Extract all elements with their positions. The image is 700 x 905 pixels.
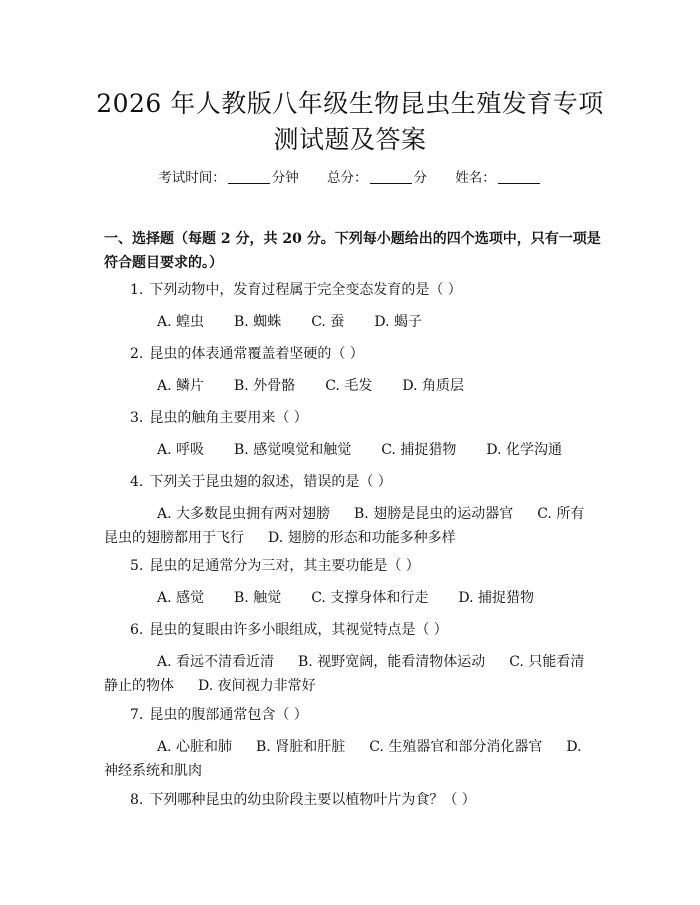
option-c: C. 生殖器官和部分消化器官: [369, 739, 543, 755]
option-c: C. 所有昆虫的翅膀都用于飞行: [104, 506, 585, 546]
exam-time-unit: 分钟: [271, 170, 299, 186]
option-d: D. 角质层: [402, 378, 464, 394]
question-3: [130, 408, 600, 428]
question-text: 昆虫的复眼由许多小眼组成，其视觉特点是（ ）: [149, 622, 448, 638]
option-a: A. 大多数昆虫拥有两对翅膀: [157, 506, 331, 522]
option-a: A. 鳞片: [157, 378, 205, 394]
option-b: B. 外骨骼: [234, 378, 296, 394]
question-6-options: [104, 650, 594, 698]
option-c: C. 支撑身体和行走: [311, 590, 429, 606]
question-2: [130, 344, 600, 364]
question-1-options: [157, 312, 422, 332]
question-number: 1.: [130, 282, 144, 298]
question-3-options: [157, 440, 562, 460]
question-number: 6.: [130, 622, 144, 638]
question-2-options: [157, 376, 464, 396]
option-d: D. 化学沟通: [486, 442, 562, 458]
question-number: 8.: [130, 792, 144, 808]
exam-name-label: 姓名：: [455, 170, 496, 186]
exam-title-line2: 测试题及答案: [273, 125, 427, 154]
question-5: [130, 556, 600, 576]
question-number: 2.: [130, 346, 144, 362]
exam-meta: [0, 168, 700, 188]
option-a: A. 看远不清看近清: [157, 654, 275, 670]
exam-time-blank[interactable]: [228, 169, 270, 184]
question-text: 下列关于昆虫翅的叙述，错误的是（ ）: [149, 474, 392, 490]
option-c: C. 捕捉猎物: [381, 442, 457, 458]
option-d: D. 神经系统和肌肉: [104, 739, 582, 779]
exam-name: [455, 168, 542, 188]
option-b: B. 视野宽阔，能看清物体运动: [298, 654, 486, 670]
option-c: C. 只能看清静止的物体: [104, 654, 585, 694]
option-a: A. 呼吸: [157, 442, 205, 458]
option-a: A. 感觉: [157, 590, 205, 606]
question-4: [130, 472, 600, 492]
option-a: A. 蝗虫: [157, 314, 205, 330]
question-text: 昆虫的足通常分为三对，其主要功能是（ ）: [149, 558, 420, 574]
exam-score-label: 总分：: [327, 170, 368, 186]
option-c: C. 蚕: [311, 314, 345, 330]
question-text: 昆虫的触角主要用来（ ）: [149, 410, 308, 426]
option-c: C. 毛发: [325, 378, 373, 394]
exam-title-line1: 2026 年人教版八年级生物昆虫生殖发育专项: [96, 89, 604, 118]
question-4-options: [104, 502, 594, 550]
question-number: 7.: [130, 707, 144, 723]
option-b: B. 肾脏和肝脏: [256, 739, 346, 755]
option-b: B. 蜘蛛: [234, 314, 282, 330]
exam-time: [158, 168, 299, 188]
question-text: 昆虫的腹部通常包含（ ）: [149, 707, 308, 723]
question-7-options: [104, 735, 594, 783]
option-d: D. 捕捉猎物: [458, 590, 534, 606]
question-text: 下列动物中，发育过程属于完全变态发育的是（ ）: [149, 282, 462, 298]
option-b: B. 翅膀是昆虫的运动器官: [354, 506, 514, 522]
option-d: D. 翅膀的形态和功能多种多样: [268, 530, 456, 546]
question-5-options: [157, 588, 534, 608]
exam-time-label: 考试时间：: [158, 170, 226, 186]
question-8: [130, 790, 600, 810]
question-6: [130, 620, 600, 640]
question-text: 下列哪种昆虫的幼虫阶段主要以植物叶片为食？（ ）: [149, 792, 476, 808]
question-number: 4.: [130, 474, 144, 490]
exam-score-blank[interactable]: [370, 169, 412, 184]
exam-name-blank[interactable]: [498, 169, 540, 184]
option-d: D. 蝎子: [374, 314, 422, 330]
question-number: 5.: [130, 558, 144, 574]
question-text: 昆虫的体表通常覆盖着坚硬的（ ）: [149, 346, 364, 362]
question-1: [130, 280, 600, 300]
question-7: [130, 705, 600, 725]
exam-score-unit: 分: [413, 170, 427, 186]
option-a: A. 心脏和肺: [157, 739, 233, 755]
option-b: B. 感觉嗅觉和触觉: [234, 442, 352, 458]
option-b: B. 触觉: [234, 590, 282, 606]
exam-score: [327, 168, 427, 188]
option-d: D. 夜间视力非常好: [198, 678, 316, 694]
section-heading: 一、选择题（每题 2 分，共 20 分。下列每小题给出的四个选项中，只有一项是符合题目要求的。）: [104, 231, 601, 271]
question-number: 3.: [130, 410, 144, 426]
